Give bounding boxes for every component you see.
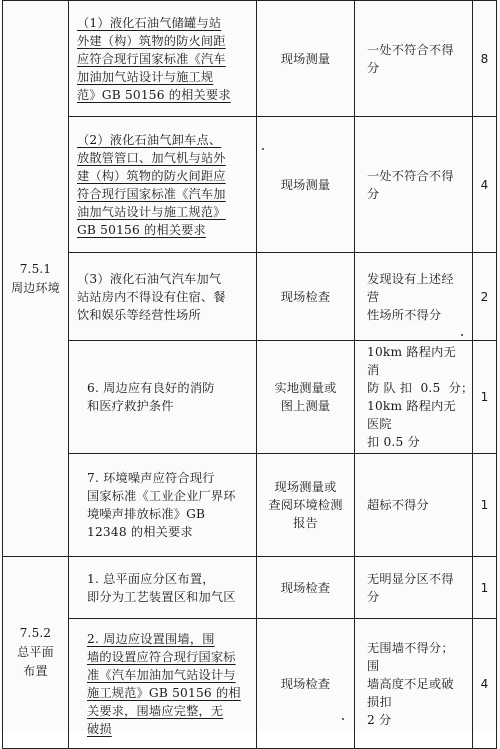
method-cell (257, 557, 355, 619)
method-line: 现场检查 (280, 580, 331, 595)
method-line: 现场检查 (280, 289, 331, 304)
requirement-cell (69, 619, 257, 749)
requirement-line: 准《汽车加油加气站设计与 (87, 667, 236, 682)
requirement-line: 放散管管口、加气机与站外 (77, 150, 226, 165)
requirement-line: 国家标准《工业企业厂界环 (87, 489, 236, 503)
requirement-line: 外建（构）筑物的防火间距 (77, 33, 226, 48)
rule-cell (355, 619, 473, 749)
rule-line: 10km 路程内无医院 (367, 399, 456, 431)
table-row (3, 341, 497, 454)
requirement-cell (69, 341, 257, 454)
requirement-line: GB 50156 的相关要求 (77, 222, 206, 237)
method-line: 报告 (293, 516, 318, 530)
requirement-line: 应符合现行国家标准《汽车 (77, 51, 226, 66)
rule-line: 超标不得分 (367, 498, 429, 512)
requirement-line: 1. 总平面应分区布置， (87, 571, 215, 586)
requirement-line: 饮和娱乐等经营性场所 (77, 307, 201, 322)
requirement-line: 2. 周边应设置围墙，围 (87, 631, 215, 646)
method-cell (257, 1, 355, 117)
requirement-cell (69, 1, 257, 117)
score-cell: 2 (473, 253, 497, 341)
section-number: 7.5.1 (19, 261, 52, 276)
requirement-line: 7. 环境噪声应符合现行 (87, 471, 215, 485)
requirement-line: 油加气站设计与施工规范》 (77, 204, 226, 219)
requirement-line: 即分为工艺装置区和加气区 (87, 589, 236, 604)
rule-line: 无明显分区不得分 (367, 571, 454, 604)
method-line: 实地测量或 (274, 381, 337, 395)
requirement-line: （1）液化石油气储罐与站 (77, 15, 222, 30)
method-cell (257, 253, 355, 341)
rule-line: 一处不符合不得分 (367, 42, 454, 75)
requirement-line: 破损 (87, 721, 112, 736)
method-line: 现场测量 (280, 177, 331, 192)
score-cell: 1 (473, 454, 497, 557)
rule-line: 墙高度不足或破损扣 (367, 676, 454, 709)
requirement-line: （2）液化石油气卸车点、 (77, 132, 222, 147)
requirement-cell (69, 557, 257, 619)
requirement-line: 境噪声排放标准》GB (87, 507, 206, 521)
section-number: 7.5.2 (19, 626, 52, 640)
table-row (3, 619, 497, 749)
rule-cell (355, 454, 473, 557)
method-cell (257, 341, 355, 454)
rule-cell (355, 557, 473, 619)
score-cell: 4 (473, 619, 497, 749)
table-row (3, 557, 497, 619)
method-cell (257, 619, 355, 749)
method-line: 查阅环境检测 (268, 498, 343, 512)
rule-cell (355, 117, 473, 253)
rule-line: 扣 0.5 分 (367, 435, 420, 449)
rule-line: 一处不符合不得分 (367, 168, 454, 201)
section-label-7-5-2 (3, 557, 69, 749)
requirement-line: 6. 周边应有良好的消防 (87, 381, 215, 395)
rule-cell (355, 341, 473, 454)
requirement-line: 12348 的相关要求 (87, 525, 193, 539)
rule-cell (355, 253, 473, 341)
requirement-line: 关要求，围墙应完整，无 (87, 703, 224, 718)
scan-speck (342, 718, 344, 720)
score-cell: 8 (473, 1, 497, 117)
requirement-cell (69, 253, 257, 341)
section-label-7-5-1 (3, 1, 69, 557)
method-line: 图上测量 (280, 399, 331, 413)
method-cell (257, 454, 355, 557)
requirement-cell (69, 117, 257, 253)
requirement-line: 范》GB 50156 的相关要求 (77, 87, 231, 102)
scan-speck (262, 148, 264, 150)
method-line: 现场测量 (280, 51, 331, 66)
table-row (3, 253, 497, 341)
rule-line: 无围墙不得分；围 (367, 640, 454, 673)
score-cell: 1 (473, 341, 497, 454)
method-line: 现场检查 (280, 676, 331, 691)
section-title: 布置 (23, 664, 48, 678)
requirement-line: 墙的设置应符合现行国家标 (87, 649, 236, 664)
table-row (3, 117, 497, 253)
rule-cell (355, 1, 473, 117)
requirement-line: 加油加气站设计与施工规 (77, 69, 214, 84)
requirement-line: 和医疗救护条件 (87, 399, 174, 413)
rule-line: 性场所不得分 (367, 307, 442, 322)
score-cell: 4 (473, 117, 497, 253)
requirement-line: 符合现行国家标准《汽车加 (77, 186, 226, 201)
table-row (3, 1, 497, 117)
table-row (3, 454, 497, 557)
scoring-table (2, 0, 497, 749)
rule-line: 10km 路程内无消 (367, 345, 456, 377)
method-cell (257, 117, 355, 253)
method-line: 现场测量或 (274, 480, 337, 494)
requirement-line: （3）液化石油气汽车加气 (77, 271, 222, 286)
score-cell: 1 (473, 557, 497, 619)
requirement-line: 施工规范》GB 50156 的相 (87, 685, 241, 700)
scan-speck (461, 334, 463, 336)
rule-line: 2 分 (367, 712, 392, 727)
rule-line: 发现设有上述经营 (367, 271, 454, 304)
requirement-line: 站站房内不得设有住宿、餐 (77, 289, 226, 304)
requirement-cell (69, 454, 257, 557)
rule-line: 防 队 扣 0.5 分； (367, 381, 474, 395)
section-title: 周边环境 (11, 280, 60, 295)
section-title: 总平面 (17, 645, 54, 659)
requirement-line: 建（构）筑物的防火间距应 (77, 168, 226, 183)
